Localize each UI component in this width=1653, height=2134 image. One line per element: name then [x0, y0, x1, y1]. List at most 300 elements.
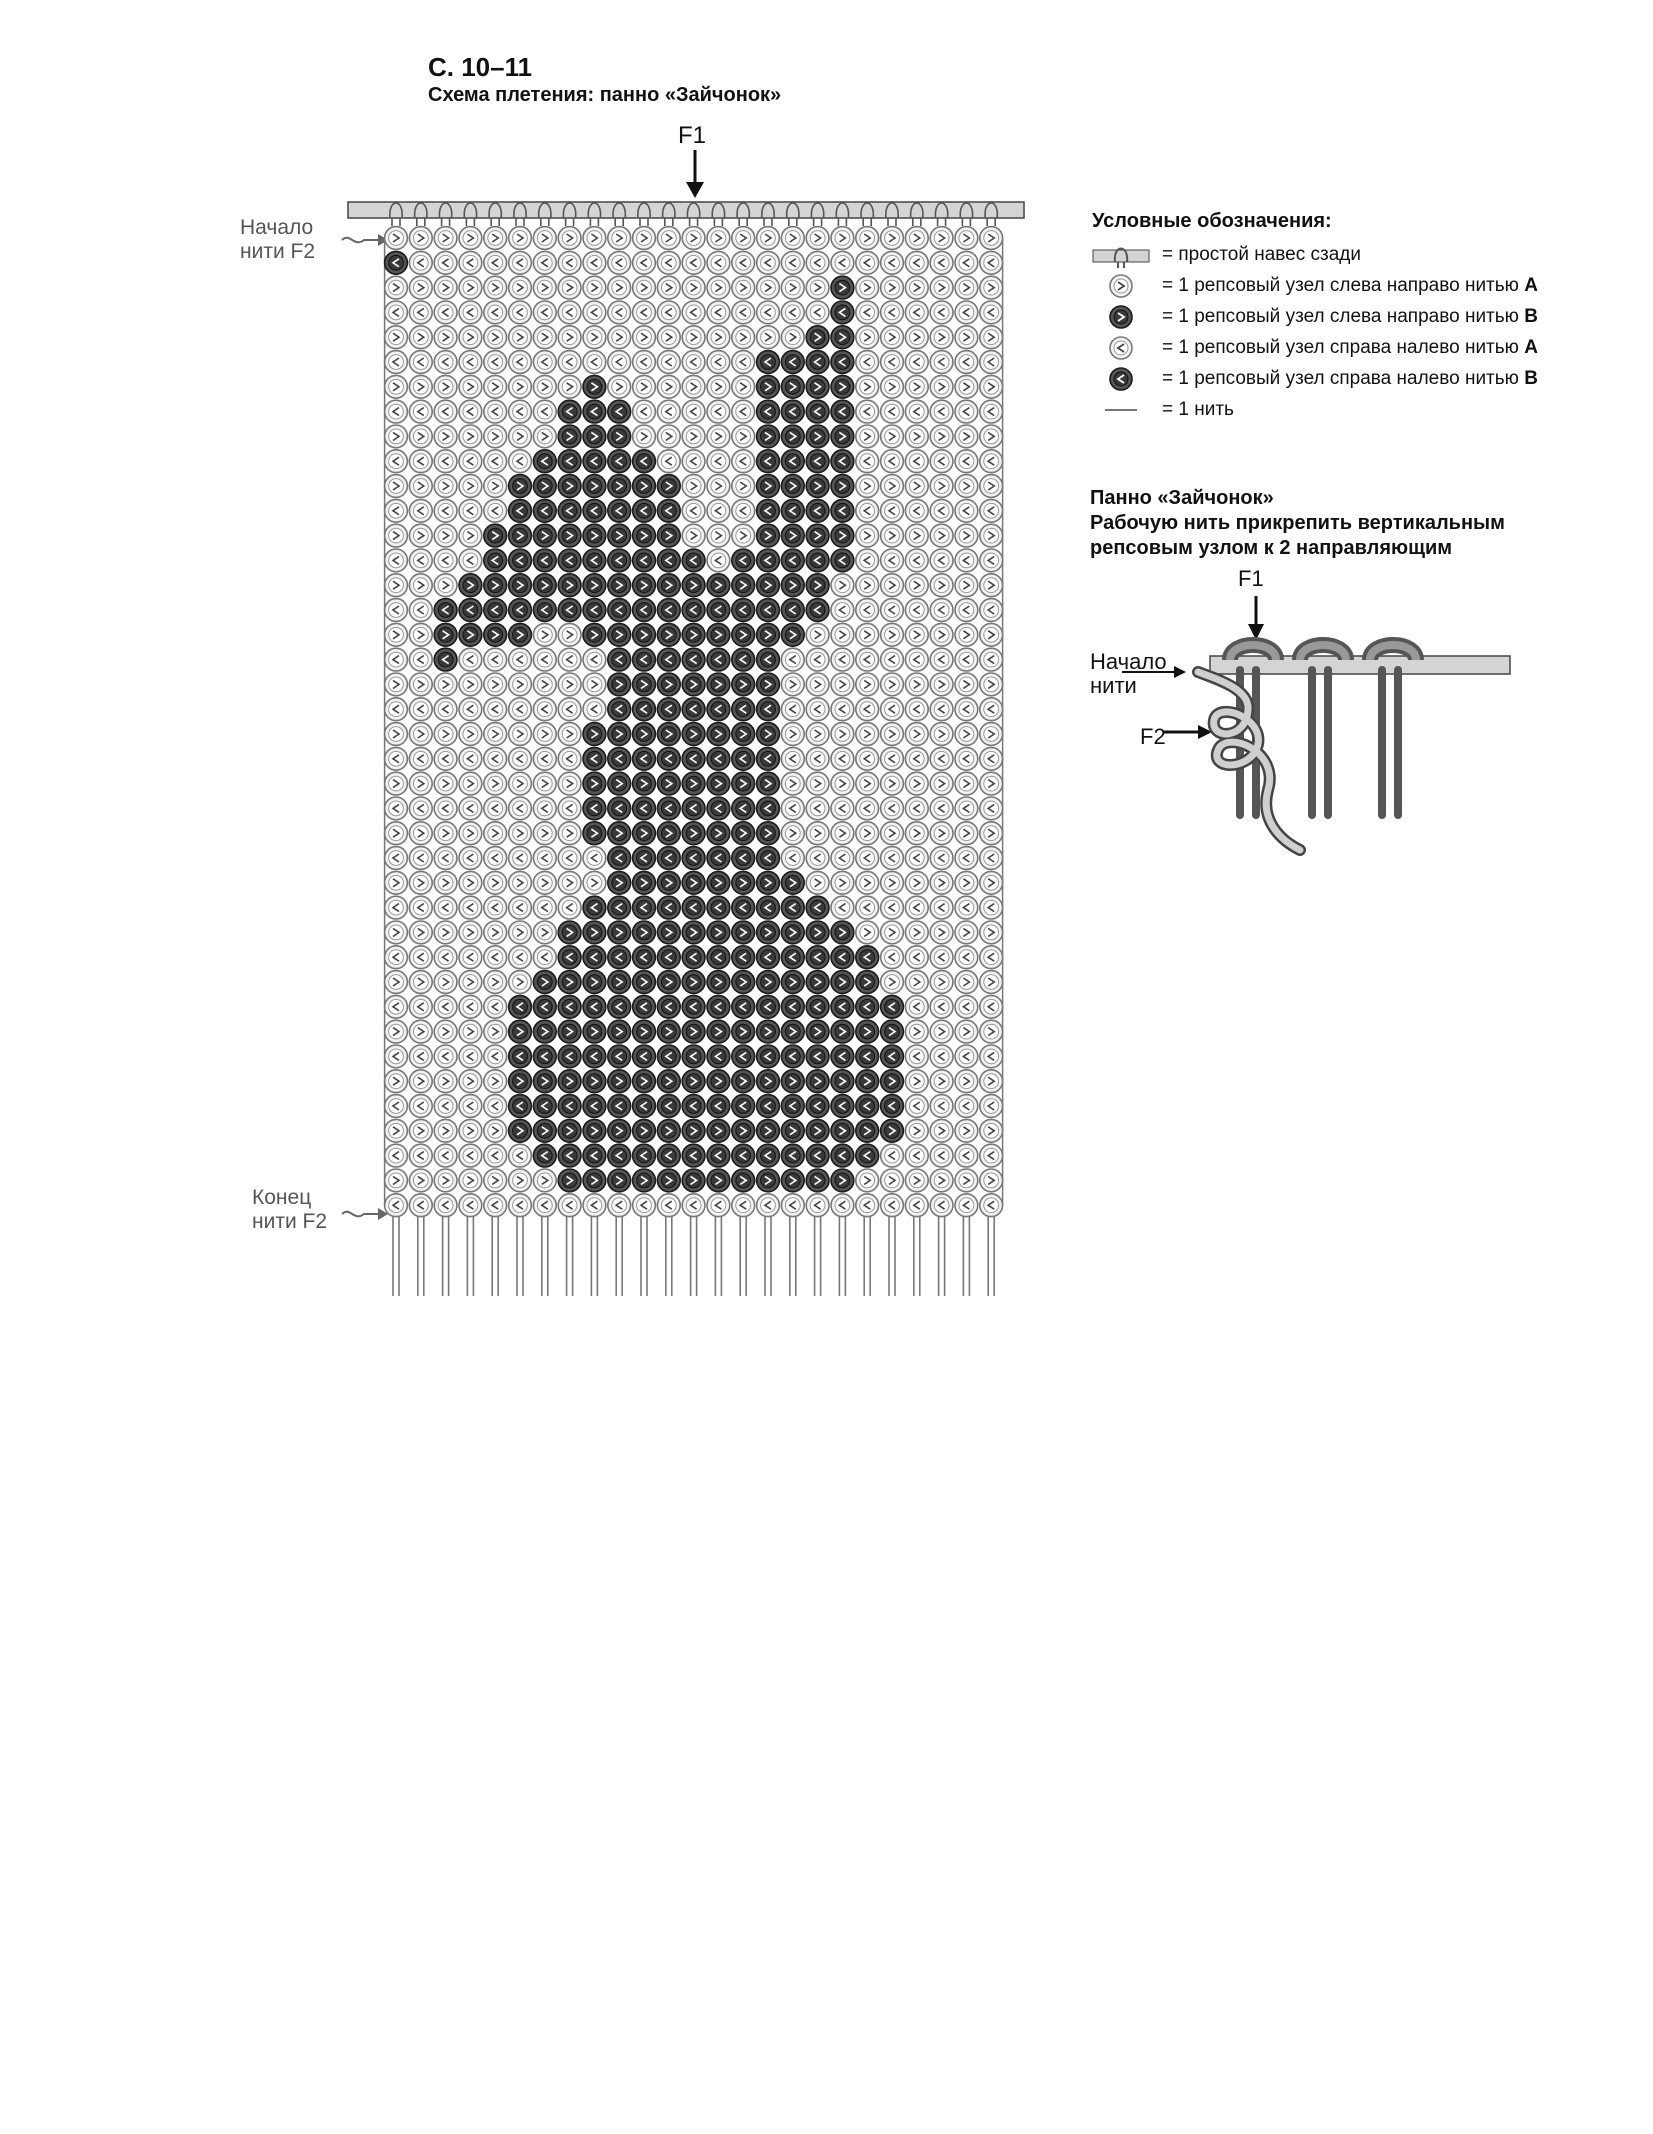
knot-dark	[806, 549, 829, 572]
knot-light	[583, 673, 606, 696]
knot-light	[533, 747, 556, 770]
knot-light	[558, 698, 581, 721]
knot-dark	[633, 822, 656, 845]
knot-dark	[732, 1070, 755, 1093]
knot-dark	[757, 723, 780, 746]
knot-dark	[608, 847, 631, 870]
knot-light	[856, 499, 879, 522]
knot-dark	[732, 1169, 755, 1192]
knot-dark	[856, 1020, 879, 1043]
knot-light	[905, 1169, 928, 1192]
knot-light	[831, 227, 854, 250]
knot-light	[881, 227, 904, 250]
knot-light	[509, 1194, 532, 1217]
knot-light	[955, 599, 978, 622]
knot-light	[732, 450, 755, 473]
knot-dark	[707, 1119, 730, 1142]
detail-f2-label: F2	[1140, 724, 1166, 749]
knot-dark	[781, 1070, 804, 1093]
knot-dark	[806, 896, 829, 919]
knot-light	[980, 400, 1003, 423]
start-thread-label-line1: Начало	[240, 216, 314, 239]
knot-dark	[558, 971, 581, 994]
legend-item	[1090, 395, 1234, 425]
knot-dark	[757, 475, 780, 498]
knot-light	[434, 276, 457, 299]
knot-dark	[558, 524, 581, 547]
knot-light	[533, 400, 556, 423]
knot-light	[930, 276, 953, 299]
knot-dark	[608, 995, 631, 1018]
knot-light	[831, 698, 854, 721]
knot-light	[385, 822, 408, 845]
legend-item-text	[1162, 399, 1234, 421]
knot-light	[434, 1144, 457, 1167]
legend-title: Условные обозначения:	[1092, 210, 1332, 232]
knot-dark	[583, 1169, 606, 1192]
knot-light	[434, 301, 457, 324]
knot-dark	[881, 1045, 904, 1068]
knot-dark	[608, 1144, 631, 1167]
knot-light	[583, 251, 606, 274]
knot-dark	[558, 450, 581, 473]
knot-dark	[781, 425, 804, 448]
knot-dark	[707, 797, 730, 820]
knot-light	[657, 400, 680, 423]
knot-light	[905, 648, 928, 671]
knot-light	[583, 871, 606, 894]
knot-light	[930, 995, 953, 1018]
knot-dark	[533, 475, 556, 498]
legend-item-label: = 1 нить	[1162, 399, 1234, 420]
knot-dark	[831, 499, 854, 522]
knot-light	[781, 747, 804, 770]
knot-dark	[757, 499, 780, 522]
knot-dark	[509, 1045, 532, 1068]
knot-light	[905, 1045, 928, 1068]
knot-light	[385, 351, 408, 374]
knot-light	[856, 698, 879, 721]
knot-dark	[583, 747, 606, 770]
knot-dark	[558, 549, 581, 572]
knot-light	[905, 673, 928, 696]
knot-light	[509, 723, 532, 746]
knot-light	[881, 251, 904, 274]
knot-light	[409, 326, 432, 349]
knot-dark	[682, 1045, 705, 1068]
knot-light	[608, 375, 631, 398]
knot-light	[409, 375, 432, 398]
knot-dark	[781, 946, 804, 969]
knot-light	[930, 946, 953, 969]
knot-dark	[732, 921, 755, 944]
knot-light	[806, 772, 829, 795]
knot-dark	[657, 971, 680, 994]
knot-light	[930, 450, 953, 473]
knot-light	[930, 921, 953, 944]
knot-light	[856, 475, 879, 498]
knot-dark	[707, 896, 730, 919]
knot-dark	[682, 574, 705, 597]
knot-light	[434, 326, 457, 349]
knot-light	[707, 475, 730, 498]
knot-light	[385, 623, 408, 646]
knot-dark	[781, 574, 804, 597]
knot-light	[757, 1194, 780, 1217]
knot-light	[484, 450, 507, 473]
knot-dark	[707, 921, 730, 944]
knot-light	[385, 1144, 408, 1167]
knot-dark	[583, 995, 606, 1018]
knot-light	[682, 475, 705, 498]
knot-dark	[806, 574, 829, 597]
instruction-line-1: Панно «Зайчонок»	[1090, 487, 1274, 509]
knot-light	[881, 499, 904, 522]
knot-dark	[732, 599, 755, 622]
knot-dark	[732, 648, 755, 671]
knot-light	[955, 623, 978, 646]
knot-light	[434, 1070, 457, 1093]
knot-light	[434, 375, 457, 398]
knot-dark	[831, 946, 854, 969]
knot-light	[434, 673, 457, 696]
knot-light	[533, 276, 556, 299]
knot-light	[955, 1169, 978, 1192]
knot-light	[930, 499, 953, 522]
knot-light	[980, 772, 1003, 795]
knot-light	[558, 351, 581, 374]
knot-dark	[682, 648, 705, 671]
knot-light	[930, 375, 953, 398]
knot-light	[608, 1194, 631, 1217]
knot-dark	[608, 871, 631, 894]
knot-dark	[707, 847, 730, 870]
knot-dark	[583, 623, 606, 646]
knot-light	[459, 747, 482, 770]
knot-dark	[509, 1020, 532, 1043]
legend-item-label: = 1 репсовый узел справа налево нитью	[1162, 368, 1525, 389]
knot-light	[856, 723, 879, 746]
knot-dark	[558, 946, 581, 969]
knot-dark	[657, 772, 680, 795]
knot-light	[930, 896, 953, 919]
knot-light	[955, 946, 978, 969]
knot-light	[732, 499, 755, 522]
knot-light	[856, 276, 879, 299]
knot-light	[385, 301, 408, 324]
knot-light	[905, 822, 928, 845]
knot-light	[409, 351, 432, 374]
knot-light	[409, 1095, 432, 1118]
page-title: С. 10–11	[428, 52, 533, 82]
knot-light	[533, 921, 556, 944]
knot-dark	[533, 524, 556, 547]
knot-light	[881, 723, 904, 746]
knot-dark	[608, 475, 631, 498]
knot-light	[980, 673, 1003, 696]
knot-light	[905, 847, 928, 870]
knot-light	[831, 574, 854, 597]
knot-light	[955, 747, 978, 770]
knot-light	[409, 946, 432, 969]
knot-light	[434, 772, 457, 795]
knot-dark	[484, 524, 507, 547]
knot-light	[484, 648, 507, 671]
f1-label: F1	[678, 122, 707, 149]
knot-light	[583, 227, 606, 250]
knot-dark	[757, 698, 780, 721]
knot-light	[955, 648, 978, 671]
knot-light	[856, 747, 879, 770]
knot-light	[385, 723, 408, 746]
knot-light	[980, 896, 1003, 919]
knot-light	[856, 227, 879, 250]
knot-dark	[608, 772, 631, 795]
knot-dark	[856, 971, 879, 994]
knot-light	[682, 276, 705, 299]
knot-light	[955, 301, 978, 324]
knot-light	[955, 847, 978, 870]
knot-light	[385, 1169, 408, 1192]
knot-dark	[757, 450, 780, 473]
knot-light	[930, 971, 953, 994]
knot-light	[409, 971, 432, 994]
knot-light	[459, 400, 482, 423]
knot-dark	[608, 1169, 631, 1192]
knot-light	[385, 971, 408, 994]
knot-light	[459, 1095, 482, 1118]
knot-light	[459, 822, 482, 845]
knot-dark	[533, 549, 556, 572]
knot-light	[955, 549, 978, 572]
knot-light	[980, 822, 1003, 845]
knot-light	[558, 227, 581, 250]
knot-light	[856, 871, 879, 894]
knot-dark	[633, 574, 656, 597]
knot-dark	[732, 971, 755, 994]
knot-dark	[682, 1020, 705, 1043]
knot-light	[509, 772, 532, 795]
knot-dark	[558, 425, 581, 448]
knot-light	[905, 772, 928, 795]
knot-light	[558, 723, 581, 746]
knot-dark	[509, 475, 532, 498]
legend-item	[1090, 302, 1538, 332]
knot-dark	[533, 599, 556, 622]
knot-light	[484, 1169, 507, 1192]
knot-dark	[682, 549, 705, 572]
knot-light	[434, 797, 457, 820]
instruction-line-3: репсовым узлом к 2 направляющим	[1090, 537, 1453, 559]
knot-dark	[608, 425, 631, 448]
knot-dark	[682, 1070, 705, 1093]
knot-light	[806, 648, 829, 671]
knot-light	[980, 301, 1003, 324]
knot-light	[459, 1045, 482, 1068]
knot-light	[781, 772, 804, 795]
knot-dark	[633, 1020, 656, 1043]
knot-light	[484, 971, 507, 994]
knot-light	[930, 425, 953, 448]
knot-dark	[831, 524, 854, 547]
knot-light	[881, 425, 904, 448]
knot-light	[955, 1045, 978, 1068]
knot-light	[831, 723, 854, 746]
knot-light	[707, 524, 730, 547]
knot-light	[905, 1144, 928, 1167]
knot-light	[980, 648, 1003, 671]
knot-dark	[707, 1095, 730, 1118]
knot-dark	[608, 450, 631, 473]
knot-dark	[831, 1095, 854, 1118]
knot-light	[905, 227, 928, 250]
knot-light	[385, 599, 408, 622]
knot-dark	[533, 971, 556, 994]
knot-light	[930, 400, 953, 423]
knot-light	[484, 326, 507, 349]
knot-light	[434, 524, 457, 547]
knot-light	[881, 450, 904, 473]
knot-dark	[583, 921, 606, 944]
knot-light	[781, 822, 804, 845]
knot-light	[484, 375, 507, 398]
knot-dark	[732, 772, 755, 795]
knot-light	[930, 871, 953, 894]
knot-dark	[533, 450, 556, 473]
knot-dark	[707, 995, 730, 1018]
knot-dark	[806, 1144, 829, 1167]
knot-light	[409, 871, 432, 894]
knot-dark	[806, 599, 829, 622]
knot-light	[484, 1045, 507, 1068]
knot-light	[484, 673, 507, 696]
knot-dark	[781, 623, 804, 646]
knot-light	[930, 227, 953, 250]
knot-dark	[533, 1095, 556, 1118]
knot-light	[955, 574, 978, 597]
knot-light	[930, 475, 953, 498]
knot-light	[980, 475, 1003, 498]
knot-light	[980, 450, 1003, 473]
knot-dark	[682, 623, 705, 646]
knot-light	[434, 475, 457, 498]
knot-light	[608, 227, 631, 250]
knot-dark	[484, 549, 507, 572]
knot-light	[682, 251, 705, 274]
knot-light	[533, 698, 556, 721]
knot-light	[881, 375, 904, 398]
knot-dark	[806, 475, 829, 498]
knot-light	[558, 276, 581, 299]
knot-light	[905, 326, 928, 349]
knot-light	[385, 946, 408, 969]
knot-dark	[707, 574, 730, 597]
knot-dark	[558, 1169, 581, 1192]
start-thread-label-line2: нити F2	[240, 240, 316, 263]
knot-light	[459, 1194, 482, 1217]
knot-light	[633, 375, 656, 398]
knot-light	[781, 797, 804, 820]
knot-dark	[583, 450, 606, 473]
knot-light	[930, 251, 953, 274]
knot-light	[484, 1119, 507, 1142]
knot-light	[459, 251, 482, 274]
knot-dark	[583, 772, 606, 795]
knot-dark	[633, 1095, 656, 1118]
knot-light	[459, 698, 482, 721]
knot-light	[955, 251, 978, 274]
knot-dark	[732, 946, 755, 969]
knot-dark	[583, 524, 606, 547]
knot-light	[881, 574, 904, 597]
knot-light	[955, 1020, 978, 1043]
knot-light	[881, 871, 904, 894]
knot-light	[385, 1194, 408, 1217]
knot-dark	[608, 524, 631, 547]
knot-light	[409, 847, 432, 870]
knot-light	[955, 351, 978, 374]
knot-dark	[682, 822, 705, 845]
knot-light	[682, 351, 705, 374]
knot-dark	[831, 1070, 854, 1093]
page-subtitle: Схема плетения: панно «Зайчонок»	[428, 84, 782, 106]
knot-light	[831, 251, 854, 274]
knot-dark	[707, 1020, 730, 1043]
knot-dark	[806, 450, 829, 473]
knot-dark	[434, 599, 457, 622]
knot-light	[905, 400, 928, 423]
knot-light	[484, 822, 507, 845]
knot-light	[930, 351, 953, 374]
knot-dark	[608, 1070, 631, 1093]
knot-light	[459, 1020, 482, 1043]
knot-dark	[806, 524, 829, 547]
knot-dark	[633, 871, 656, 894]
knot-light	[385, 921, 408, 944]
knot-dark	[757, 351, 780, 374]
knot-light	[583, 847, 606, 870]
knot-dark	[707, 946, 730, 969]
legend-item	[1090, 333, 1538, 363]
knot-light	[509, 400, 532, 423]
knot-dark	[757, 623, 780, 646]
knot-light	[558, 772, 581, 795]
knot-light	[980, 971, 1003, 994]
knot-light	[856, 301, 879, 324]
knot-light	[881, 1194, 904, 1217]
knot-dark	[806, 971, 829, 994]
knot-light	[781, 301, 804, 324]
knot-light	[434, 1169, 457, 1192]
knot-light	[806, 1194, 829, 1217]
knot-light	[732, 524, 755, 547]
knot-light	[434, 1045, 457, 1068]
knot-light	[980, 1144, 1003, 1167]
knot-light	[881, 623, 904, 646]
knot-light	[955, 450, 978, 473]
knot-light	[980, 1020, 1003, 1043]
knot-dark	[558, 1119, 581, 1142]
knot-dark	[831, 400, 854, 423]
knot-light	[881, 549, 904, 572]
knot-light	[930, 1095, 953, 1118]
knot-dark	[806, 1119, 829, 1142]
knot-light	[459, 723, 482, 746]
knot-dark	[781, 450, 804, 473]
knot-light	[881, 1144, 904, 1167]
knot-dark	[856, 1095, 879, 1118]
knot-dark	[732, 549, 755, 572]
